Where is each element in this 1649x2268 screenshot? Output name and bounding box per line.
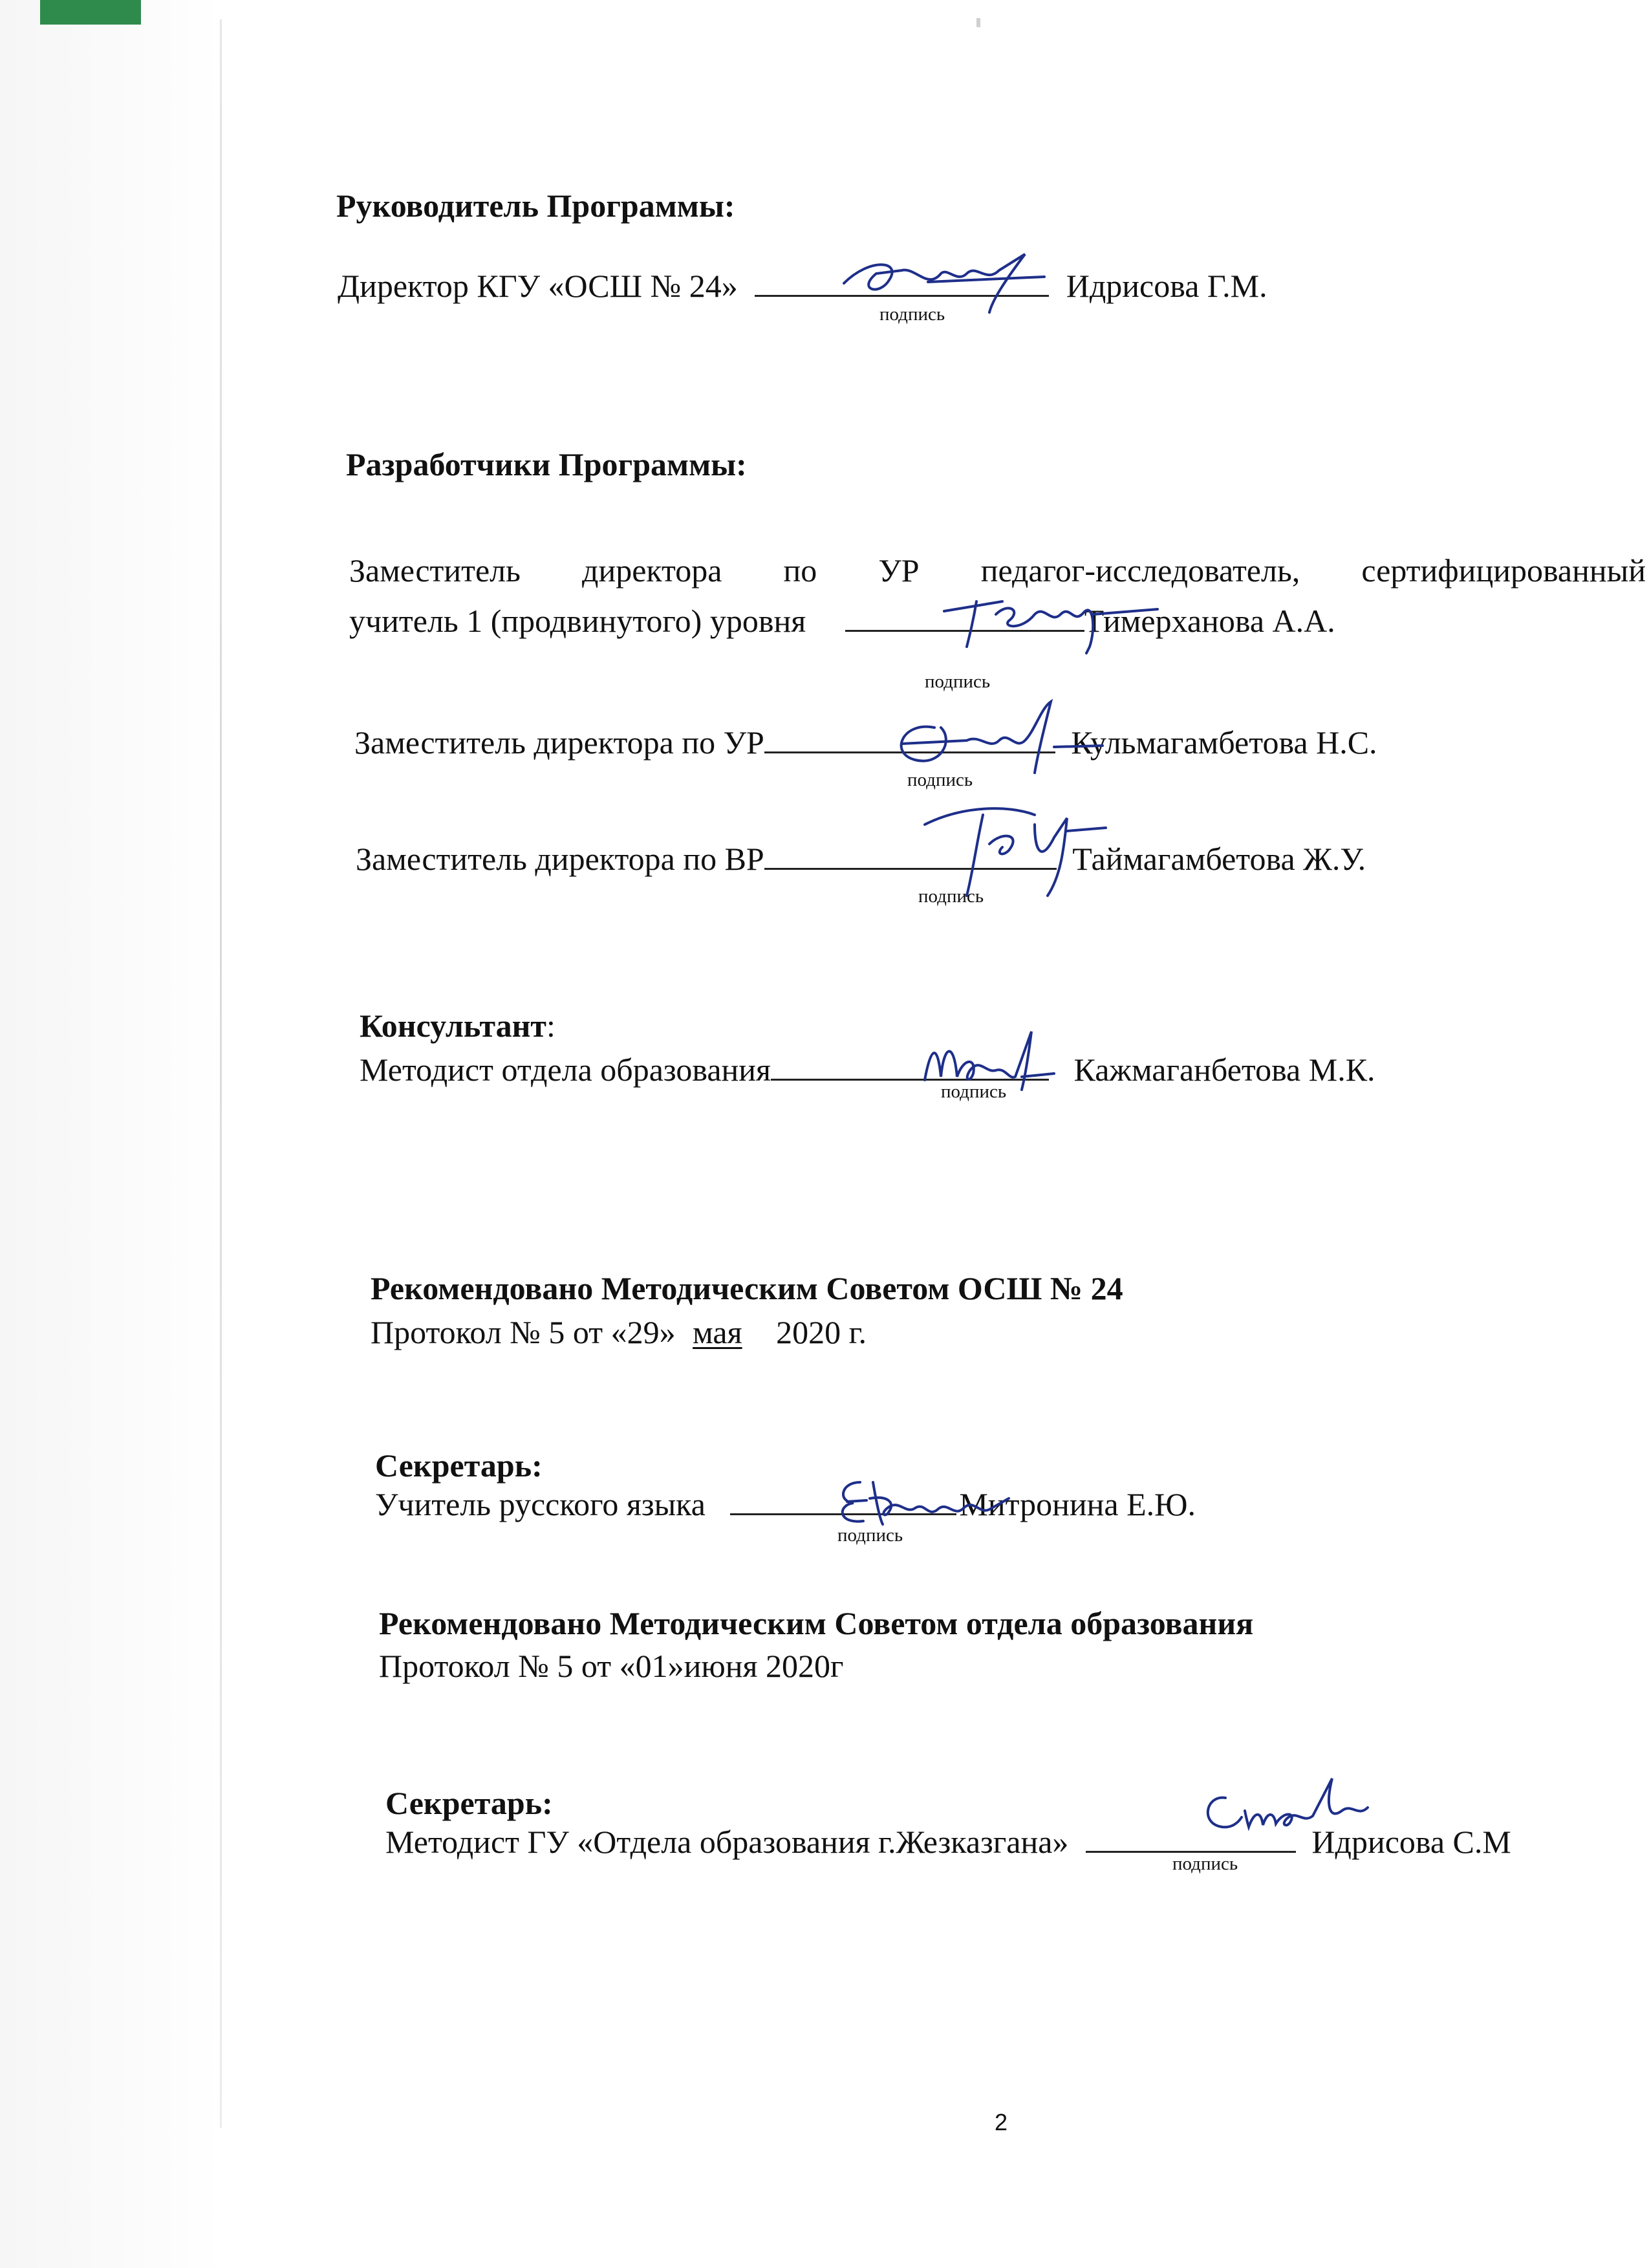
- page-number: 2: [995, 2109, 1008, 2135]
- signature-developer-2: [876, 689, 1109, 779]
- school-secretary-position: Учитель русского языка: [375, 1486, 706, 1522]
- developer-1-line-2: [349, 601, 1335, 640]
- head-position: Директор КГУ «ОСШ № 24»: [338, 268, 738, 304]
- developer-1-word: педагог-исследователь,: [980, 552, 1300, 589]
- head-row: [338, 266, 1267, 305]
- consultant-colon: :: [546, 1008, 555, 1044]
- dept-council-protocol: Протокол № 5 от «01»июня 2020г: [379, 1648, 844, 1684]
- scan-mark: [976, 18, 980, 27]
- signature-developer-3: [912, 792, 1125, 902]
- signature-school-secretary: [828, 1463, 1015, 1534]
- dept-council-title: Рекомендовано Методическим Советом отдела образования: [379, 1605, 1254, 1641]
- school-council-title: Рекомендовано Методическим Советом ОСШ № 24: [371, 1270, 1123, 1306]
- signature-dept-secretary: [1193, 1766, 1381, 1850]
- consultant-name: Кажмаганбетова М.К.: [1073, 1052, 1375, 1088]
- developer-3-name: Таймагамбетова Ж.У.: [1072, 841, 1366, 877]
- signature-caption: подпись: [918, 886, 984, 907]
- developer-1-name: Тимерханова А.А.: [1084, 603, 1335, 639]
- developer-2-row: [354, 723, 1377, 762]
- developer-1-word: сертифицированный: [1361, 552, 1646, 589]
- scan-fold-line: [220, 19, 222, 2128]
- head-name: Идрисова Г.М.: [1066, 268, 1267, 304]
- developer-3-position: Заместитель директора по ВР: [356, 841, 764, 877]
- signature-caption: подпись: [941, 1081, 1007, 1102]
- head-title: Руководитель Программы:: [336, 188, 735, 224]
- school-secretary-title: Секретарь:: [375, 1447, 543, 1484]
- developer-1-position: учитель 1 (продвинутого) уровня: [349, 603, 806, 639]
- protocol-prefix: Протокол № 5 от «29»: [371, 1314, 676, 1350]
- dept-secretary-title: Секретарь:: [385, 1785, 553, 1821]
- scan-green-strip: [40, 0, 141, 25]
- signature-caption: подпись: [879, 304, 945, 325]
- developer-1-word: директора: [582, 552, 722, 589]
- school-council-protocol: [371, 1313, 867, 1352]
- developer-2-position: Заместитель директора по УР: [354, 724, 764, 761]
- developer-1-word: по: [783, 552, 817, 589]
- developer-1-word: Заместитель: [349, 552, 521, 589]
- consultant-position: Методист отдела образования: [360, 1052, 771, 1088]
- dept-secretary-name: Идрисова С.М: [1311, 1824, 1511, 1860]
- scan-shadow: [0, 0, 223, 2268]
- signature-caption: подпись: [1172, 1853, 1238, 1874]
- protocol-year: 2020 г.: [776, 1314, 867, 1350]
- developer-2-name: Кульмагамбетова Н.С.: [1071, 724, 1377, 761]
- signature-developer-1: [938, 576, 1170, 660]
- consultant-row: [360, 1050, 1375, 1089]
- school-secretary-name: Митронина Е.Ю.: [959, 1486, 1196, 1522]
- consultant-title: Консультант: [360, 1008, 546, 1044]
- signature-caption: подпись: [837, 1525, 903, 1546]
- developers-title: Разработчики Программы:: [346, 446, 747, 482]
- signature-head: [831, 244, 1064, 316]
- school-secretary-row: [375, 1485, 1196, 1524]
- dept-secretary-position: Методист ГУ «Отдела образования г.Жезказгана»: [385, 1824, 1069, 1860]
- developer-1-word: УР: [878, 552, 920, 589]
- signature-caption: подпись: [907, 770, 973, 790]
- consultant-title-row: [360, 1006, 555, 1045]
- developer-3-row: [356, 839, 1366, 878]
- signature-caption: подпись: [925, 671, 991, 692]
- protocol-month: мая: [693, 1314, 742, 1350]
- signature-consultant: [918, 1019, 1080, 1096]
